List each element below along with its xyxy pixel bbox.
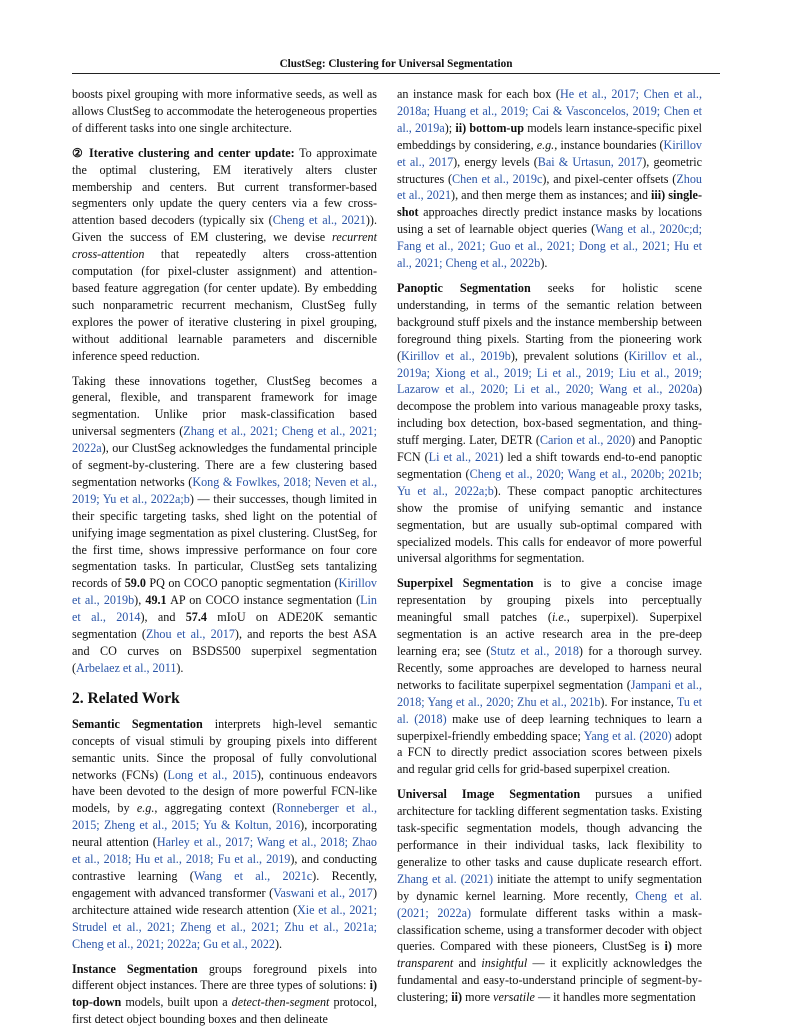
paragraph-intro-end: boosts pixel grouping with more informative seeds, as well as allows ClustSeg to accommodate the heterogeneous properties of different tasks into one single architecture.: [72, 86, 377, 137]
ap-value: 49.1: [145, 593, 166, 607]
citation-link[interactable]: Vaswani et al., 2017: [273, 886, 373, 900]
citation-link[interactable]: Carion et al., 2020: [540, 433, 631, 447]
right-column: [397, 86, 702, 1006]
paragraph-universal-segmentation: Universal Image Segmentation pursues a unified architecture for tackling different segmentation tasks. Existing task-specific segmentation models, though advancing the performance in their individual tasks, lack flexibility to generalize to other tasks and cause duplicate research effort. Zhang et al. (2021) initiate the attempt to unify segmentation by dynamic kernel learning. More recently, Cheng et al. (2021; 2022a) formulate different tasks within a mask-classification scheme, using a transformer decoder with object queries. Compared with these pioneers, ClustSeg is i) more transparent and insightful — it explicitly acknowledges the fundamental and easy-to-understand principle of segment-by-clustering; ii) more versatile — it handles more segmentation: [397, 786, 702, 1006]
citation-link[interactable]: Kirillov et al., 2017: [397, 138, 702, 169]
left-column: [72, 86, 377, 1028]
citation-link[interactable]: Kong & Fowlkes, 2018; Neven et al., 2019; Yu et al., 2022a;b: [72, 475, 377, 506]
citation-link[interactable]: Harley et al., 2017; Wang et al., 2018; Zhao et al., 2018; Hu et al., 2018; Fu et al., 2019: [72, 835, 377, 866]
citation-link[interactable]: Xie et al., 2021; Strudel et al., 2021; Zheng et al., 2021; Zhu et al., 2021a; Cheng et al., 2021; 2022a; Gu et al., 2022: [72, 903, 377, 951]
citation-link[interactable]: Jampani et al., 2018; Yang et al., 2020; Zhu et al., 2021b: [397, 678, 702, 709]
citation-link[interactable]: Kirillov et al., 2019b: [72, 576, 377, 607]
paragraph-instance-continued: an instance mask for each box (He et al., 2017; Chen et al., 2018a; Huang et al., 2019; Cai & Vasconcelos, 2019; Chen et al., 2019a); ii) bottom-up models learn instance-specific pixel embeddings by considering, e.g., instance boundaries (Kirillov et al., 2017), energy levels (Bai & Urtasun, 2017), geometric structures (Chen et al., 2019c), and pixel-center offsets (Zhou et al., 2021), and then merge them as instances; and iii) single-shot approaches directly predict instance masks by locations using a set of learnable object queries (Wang et al., 2020c;d; Fang et al., 2021; Guo et al., 2021; Dong et al., 2021; Hu et al., 2021; Cheng et al., 2022b).: [397, 86, 702, 272]
citation-link[interactable]: Zhang et al., 2021; Cheng et al., 2021; 2022a: [72, 424, 377, 455]
citation-link[interactable]: Cheng et al., 2021: [273, 213, 366, 227]
citation-link[interactable]: Zhang et al. (2021): [397, 872, 493, 886]
citation-link[interactable]: Cheng et al. (2021; 2022a): [397, 889, 702, 920]
citation-link[interactable]: Stutz et al., 2018: [490, 644, 579, 658]
paragraph-instance-segmentation: Instance Segmentation groups foreground pixels into different object instances. There are three types of solutions: i) top-down models, built upon a detect-then-segment protocol, first detect object bounding boxes and then delineate: [72, 961, 377, 1028]
paragraph-superpixel-segmentation: Superpixel Segmentation is to give a concise image representation by grouping pixels into perceptually meaningful small patches (i.e., superpixel). Superpixel segmentation is an active research area in the pre-deep learning era; see (Stutz et al., 2018) for a thorough survey. Recently, some approaches are developed to harness neural networks to facilitate superpixel segmentation (Jampani et al., 2018; Yang et al., 2020; Zhu et al., 2021b). For instance, Tu et al. (2018) make use of deep learning techniques to learn a superpixel-friendly embedding space; Yang et al. (2020) adopt a FCN to directly predict association scores between pixels and regular grid cells for grid-based superpixel creation.: [397, 575, 702, 778]
citation-link[interactable]: Lin et al., 2014: [72, 593, 377, 624]
header-rule: [72, 73, 720, 74]
citation-link[interactable]: Kirillov et al., 2019b: [401, 349, 511, 363]
miou-value: 57.4: [186, 610, 207, 624]
iterative-clustering-label: ② Iterative clustering and center update:: [72, 146, 295, 160]
paragraph-summary: Taking these innovations together, ClustSeg becomes a general, flexible, and transparent framework for image segmentation. Unlike prior mask-classification based universal segmenters (Zhang et al., 2021; Cheng et al., 2021; 2022a), our ClustSeg acknowledges the fundamental principle of segment-by-clustering. There are a few clustering based segmentation networks (Kong & Fowlkes, 2018; Neven et al., 2019; Yu et al., 2022a;b) — their successes, though limited in their specific targeting tasks, shed light on the potential of unifying image segmentation as pixel clustering. ClustSeg, for the first time, shows impressive performance on four core segmentation tasks. In particular, ClustSeg sets tantalizing records of 59.0 PQ on COCO panoptic segmentation (Kirillov et al., 2019b), 49.1 AP on COCO instance segmentation (Lin et al., 2014), and 57.4 mIoU on ADE20K semantic segmentation (Zhou et al., 2017), and reports the best ASA and CO curves on BSDS500 superpixel segmentation (Arbelaez et al., 2011).: [72, 373, 377, 677]
paragraph-panoptic-segmentation: Panoptic Segmentation seeks for holistic scene understanding, in terms of the semantic relation between background stuff pixels and the instance membership between foreground thing pixels. Starting from the pioneering work (Kirillov et al., 2019b), prevalent solutions (Kirillov et al., 2019a; Xiong et al., 2019; Li et al., 2019; Liu et al., 2019; Lazarow et al., 2020; Li et al., 2020; Wang et al., 2020a) decompose the problem into various manageable proxy tasks, including box detection, box-based segmentation, and thing-stuff merging. Later, DETR (Carion et al., 2020) and Panoptic FCN (Li et al., 2021) led a shift towards end-to-end panoptic segmentation (Cheng et al., 2020; Wang et al., 2020b; 2021b; Yu et al., 2022a;b). These compact panoptic architectures show the promise of unifying semantic and instance segmentation, but are usually sub-optimal compared with specialized models. This calls for endeavor of more powerful universal algorithms for segmentation.: [397, 280, 702, 567]
citation-link[interactable]: Zhou et al., 2017: [146, 627, 235, 641]
citation-link[interactable]: Yang et al. (2020): [584, 729, 672, 743]
running-header: ClustSeg: Clustering for Universal Segmentation: [72, 58, 720, 70]
paragraph-semantic-segmentation: Semantic Segmentation interprets high-level semantic concepts of visual stimuli by grouping pixels into different semantic units. Since the proposal of fully convolutional networks (FCNs) (Long et al., 2015), continuous endeavors have been devoted to the design of more powerful FCN-like models, by e.g., aggregating context (Ronneberger et al., 2015; Zheng et al., 2015; Yu & Koltun, 2016), incorporating neural attention (Harley et al., 2017; Wang et al., 2018; Zhao et al., 2018; Hu et al., 2018; Fu et al., 2019), and conducting contrastive learning (Wang et al., 2021c). Recently, engagement with advanced transformer (Vaswani et al., 2017) architecture attained wide research attention (Xie et al., 2021; Strudel et al., 2021; Zheng et al., 2021; Zhu et al., 2021a; Cheng et al., 2021; 2022a; Gu et al., 2022).: [72, 716, 377, 953]
pq-value: 59.0: [125, 576, 146, 590]
citation-link[interactable]: Bai & Urtasun, 2017: [538, 155, 642, 169]
citation-link[interactable]: Arbelaez et al., 2011: [76, 661, 176, 675]
citation-link[interactable]: Chen et al., 2019c: [452, 172, 542, 186]
citation-link[interactable]: Long et al., 2015: [168, 768, 257, 782]
section-heading-related-work: 2. Related Work: [72, 690, 377, 708]
citation-link[interactable]: Wang et al., 2020c;d; Fang et al., 2021; Guo et al., 2021; Dong et al., 2021; Hu et al., 2021; Cheng et al., 2022b: [397, 222, 702, 270]
citation-link[interactable]: Li et al., 2021: [429, 450, 500, 464]
citation-link[interactable]: Tu et al. (2018): [397, 695, 702, 726]
citation-link[interactable]: Cheng et al., 2020; Wang et al., 2020b; 2021b; Yu et al., 2022a;b: [397, 467, 702, 498]
paragraph-iterative-clustering: ② Iterative clustering and center update: To approximate the optimal clustering, EM iteratively alters cluster membership and centers. But current transformer-based segmenters only update the query centers via a few cross-attention based decoders (typically six (Cheng et al., 2021)). Given the success of EM clustering, we devise recurrent cross-attention that repeatedly alters cross-attention computation (for pixel-cluster assignment) and attention-based feature aggregation (for center update). By embedding such nonparametric recurrent mechanism, ClustSeg fully explores the power of iterative clustering in pixel grouping, without additional learnable parameters and discernible inference speed reduction.: [72, 145, 377, 365]
citation-link[interactable]: He et al., 2017; Chen et al., 2018a; Huang et al., 2019; Cai & Vasconcelos, 2019; Chen et al., 2019a: [397, 87, 702, 135]
citation-link[interactable]: Ronneberger et al., 2015; Zheng et al., 2015; Yu & Koltun, 2016: [72, 801, 377, 832]
citation-link[interactable]: Wang et al., 2021c: [194, 869, 312, 883]
citation-link[interactable]: Zhou et al., 2021: [397, 172, 702, 203]
citation-link[interactable]: Kirillov et al., 2019a; Xiong et al., 2019; Li et al., 2019; Liu et al., 2019; Lazarow et al., 2020; Li et al., 2020; Wang et al., 2020a: [397, 349, 702, 397]
